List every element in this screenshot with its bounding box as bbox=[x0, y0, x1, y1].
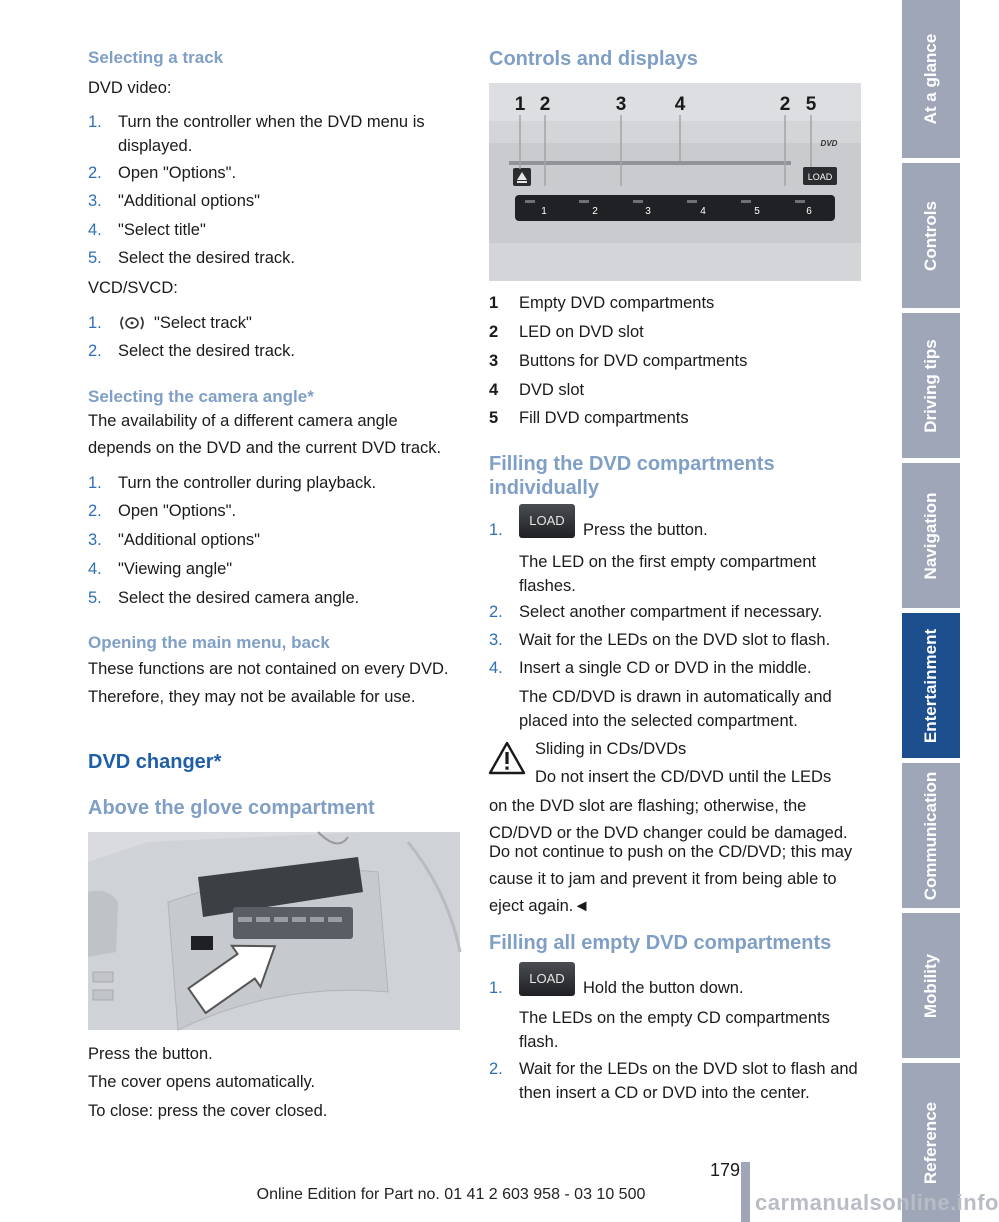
list-item-sub: The CD/DVD is drawn in automatically and placed into the selected compartment. bbox=[519, 688, 832, 730]
list-item-sub: The LEDs on the empty CD compartments flash. bbox=[519, 1009, 830, 1051]
main-menu-heading: Opening the main menu, back bbox=[88, 633, 330, 652]
tab-controls[interactable]: Controls bbox=[902, 163, 960, 308]
tab-communication[interactable]: Communication bbox=[902, 763, 960, 908]
load-button-icon: LOAD bbox=[519, 504, 575, 538]
warning-line: Do not insert the CD/DVD until the LEDs bbox=[535, 768, 832, 786]
button-number: 1 bbox=[541, 206, 547, 217]
footer-edition: Online Edition for Part no. 01 41 2 603 958 - 03 10 500 bbox=[256, 1186, 646, 1203]
warning-icon bbox=[489, 741, 525, 780]
diagram-dvd-logo: DVD bbox=[820, 139, 838, 148]
load-button-icon: LOAD bbox=[519, 962, 575, 996]
dvd-video-label: DVD video: bbox=[88, 79, 172, 97]
diagram-label: 5 bbox=[805, 94, 817, 115]
tab-entertainment[interactable]: Entertainment bbox=[902, 613, 960, 758]
glove-compartment-illustration bbox=[88, 832, 460, 1030]
diagram-label: 2 bbox=[539, 94, 551, 115]
main-menu-text: These functions are not contained on every DVD. Therefore, they may not be available for use. bbox=[88, 660, 449, 706]
button-number: 4 bbox=[700, 206, 706, 217]
dvd-changer-diagram bbox=[489, 83, 861, 281]
camera-angle-heading: Selecting the camera angle* bbox=[88, 387, 314, 406]
close-cover-text: To close: press the cover closed. bbox=[88, 1102, 328, 1120]
tab-navigation[interactable]: Navigation bbox=[902, 463, 960, 608]
controls-displays-heading: Controls and displays bbox=[489, 48, 698, 70]
warning-text: on the DVD slot are flashing; otherwise, the CD/DVD or the DVD changer could be damaged. bbox=[489, 797, 848, 842]
diagram-label: 1 bbox=[514, 94, 526, 115]
tab-mobility[interactable]: Mobility bbox=[902, 913, 960, 1058]
press-button-text: Press the button. bbox=[88, 1045, 213, 1063]
tab-reference[interactable]: Reference bbox=[902, 1063, 960, 1222]
glove-compartment-heading: Above the glove compartment bbox=[88, 797, 375, 819]
tab-driving-tips[interactable]: Driving tips bbox=[902, 313, 960, 458]
page-number: 179 bbox=[709, 1160, 740, 1180]
filling-individually-heading: Filling the DVD compartments individually bbox=[489, 453, 775, 499]
warning-text-2: Do not continue to push on the CD/DVD; this may cause it to jam and prevent it from being able to eject again.◄ bbox=[489, 843, 853, 915]
button-number: 2 bbox=[592, 206, 598, 217]
diagram-label: 4 bbox=[674, 94, 686, 115]
filling-all-heading: Filling all empty DVD compartments bbox=[489, 932, 832, 954]
tab-at-a-glance[interactable]: At a glance bbox=[902, 0, 960, 158]
button-number: 3 bbox=[645, 206, 651, 217]
diagram-label: 2 bbox=[779, 94, 791, 115]
camera-angle-text: The availability of a different camera angle depends on the DVD and the current DVD track. bbox=[88, 412, 442, 457]
dvd-changer-heading: DVD changer* bbox=[88, 751, 222, 773]
disc-icon bbox=[118, 313, 146, 340]
cover-opens-text: The cover opens automatically. bbox=[88, 1073, 316, 1091]
selecting-track-heading: Selecting a track bbox=[88, 48, 224, 67]
watermark: carmanualsonline.info bbox=[755, 1190, 999, 1215]
button-number: 5 bbox=[754, 206, 760, 217]
diagram-load-text: LOAD bbox=[807, 172, 833, 182]
diagram-label: 3 bbox=[615, 94, 627, 115]
warning-title: Sliding in CDs/DVDs bbox=[535, 740, 687, 758]
vcd-label: VCD/SVCD: bbox=[88, 279, 178, 297]
button-number: 6 bbox=[806, 206, 812, 217]
list-item-sub: The LED on the first empty compartment flashes. bbox=[519, 553, 817, 595]
